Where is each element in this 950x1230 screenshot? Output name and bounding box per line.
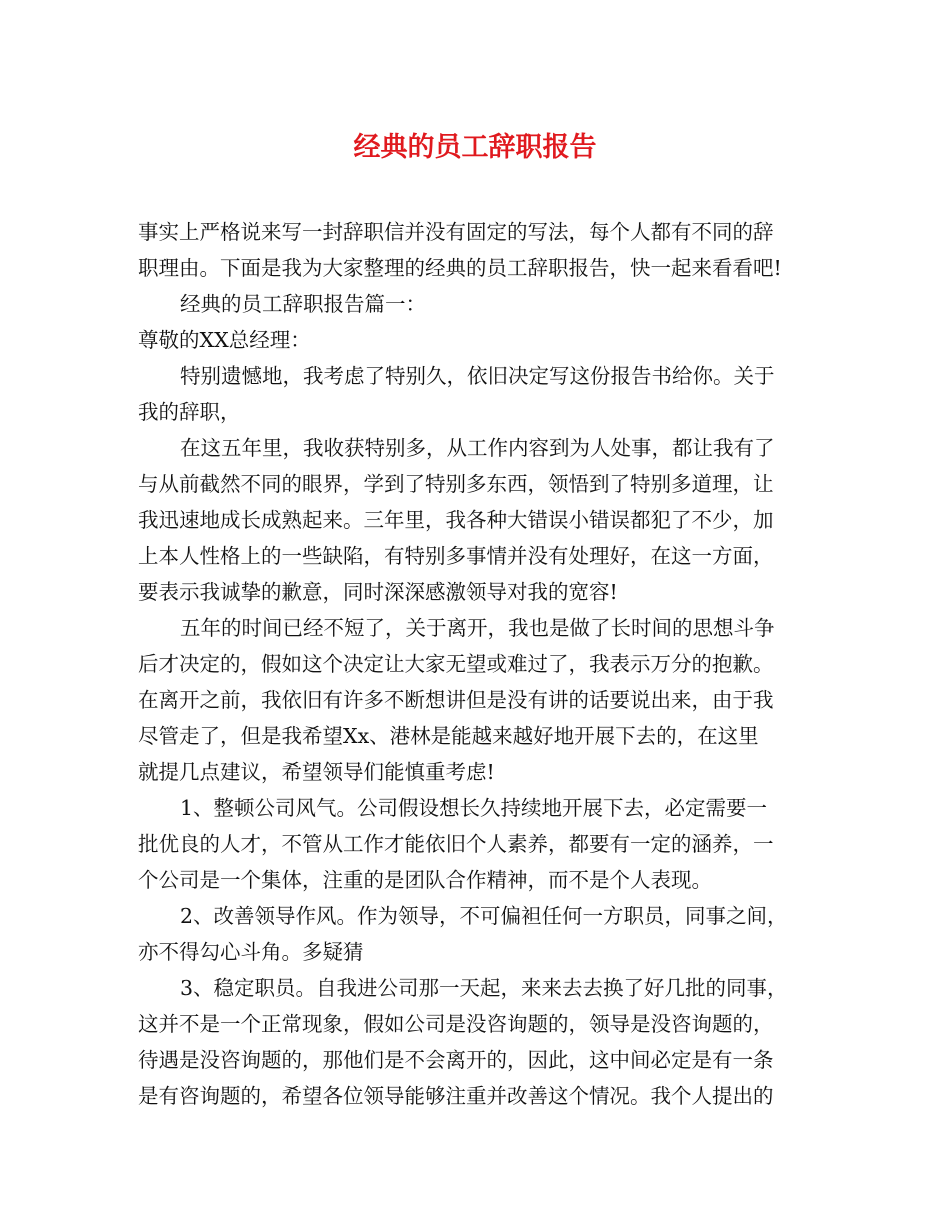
- paragraph-line: 个公司是一个集体，注重的是团队合作精神，而不是个人表现。: [138, 868, 712, 892]
- section-heading: 经典的员工辞职报告篇一：: [180, 292, 426, 316]
- paragraph-line: 要表示我诚挚的歉意，同时深深感激领导对我的宽容!: [138, 580, 618, 604]
- paragraph-line: 五年的时间已经不短了，关于离开，我也是做了长时间的思想斗争: [180, 616, 775, 640]
- paragraph-line: 特别遗憾地，我考虑了特别久，依旧决定写这份报告书给你。关于: [180, 364, 775, 388]
- paragraph-line: 批优良的人才，不管从工作才能依旧个人素养，都要有一定的涵养，一: [138, 832, 774, 856]
- paragraph-line: 事实上严格说来写一封辞职信并没有固定的写法，每个人都有不同的辞: [138, 220, 774, 244]
- list-item-line: 2、改善领导作风。作为领导，不可偏袒任何一方职员，同事之间，: [180, 904, 788, 928]
- paragraph-line: 与从前截然不同的眼界，学到了特别多东西，领悟到了特别多道理，让: [138, 472, 774, 496]
- paragraph-line: 在这五年里，我收获特别多，从工作内容到为人处事，都让我有了: [180, 436, 775, 460]
- paragraph-line: 后才决定的，假如这个决定让大家无望或难过了，我表示万分的抱歉。: [138, 652, 774, 676]
- paragraph-line: 就提几点建议，希望领导们能慎重考虑!: [138, 760, 495, 784]
- salutation: 尊敬的XX总经理：: [138, 328, 311, 352]
- paragraph-line: 是有咨询题的，希望各位领导能够注重并改善这个情况。我个人提出的: [138, 1084, 774, 1108]
- paragraph-line: 我迅速地成长成熟起来。三年里，我各种大错误小错误都犯了不少，加: [138, 508, 774, 532]
- list-item-line: 3、稳定职员。自我进公司那一天起，来来去去换了好几批的同事，: [180, 976, 788, 1000]
- paragraph-line: 待遇是没咨询题的，那他们是不会离开的，因此，这中间必定是有一条: [138, 1048, 774, 1072]
- list-item-line: 1、整顿公司风气。公司假设想长久持续地开展下去，必定需要一: [180, 796, 768, 820]
- paragraph-line: 在离开之前，我依旧有许多不断想讲但是没有讲的话要说出来，由于我: [138, 688, 774, 712]
- paragraph-line: 职理由。下面是我为大家整理的经典的员工辞职报告，快一起来看看吧!: [138, 256, 782, 280]
- paragraph-line: 亦不得勾心斗角。多疑猜: [138, 940, 364, 964]
- paragraph-line: 尽管走了，但是我希望Xx、港林是能越来越好地开展下去的，在这里: [138, 724, 759, 748]
- paragraph-line: 我的辞职，: [138, 400, 241, 424]
- paragraph-line: 上本人性格上的一些缺陷，有特别多事情并没有处理好，在这一方面，: [138, 544, 774, 568]
- document-title: 经典的员工辞职报告: [353, 132, 597, 163]
- paragraph-line: 这并不是一个正常现象，假如公司是没咨询题的，领导是没咨询题的，: [138, 1012, 774, 1036]
